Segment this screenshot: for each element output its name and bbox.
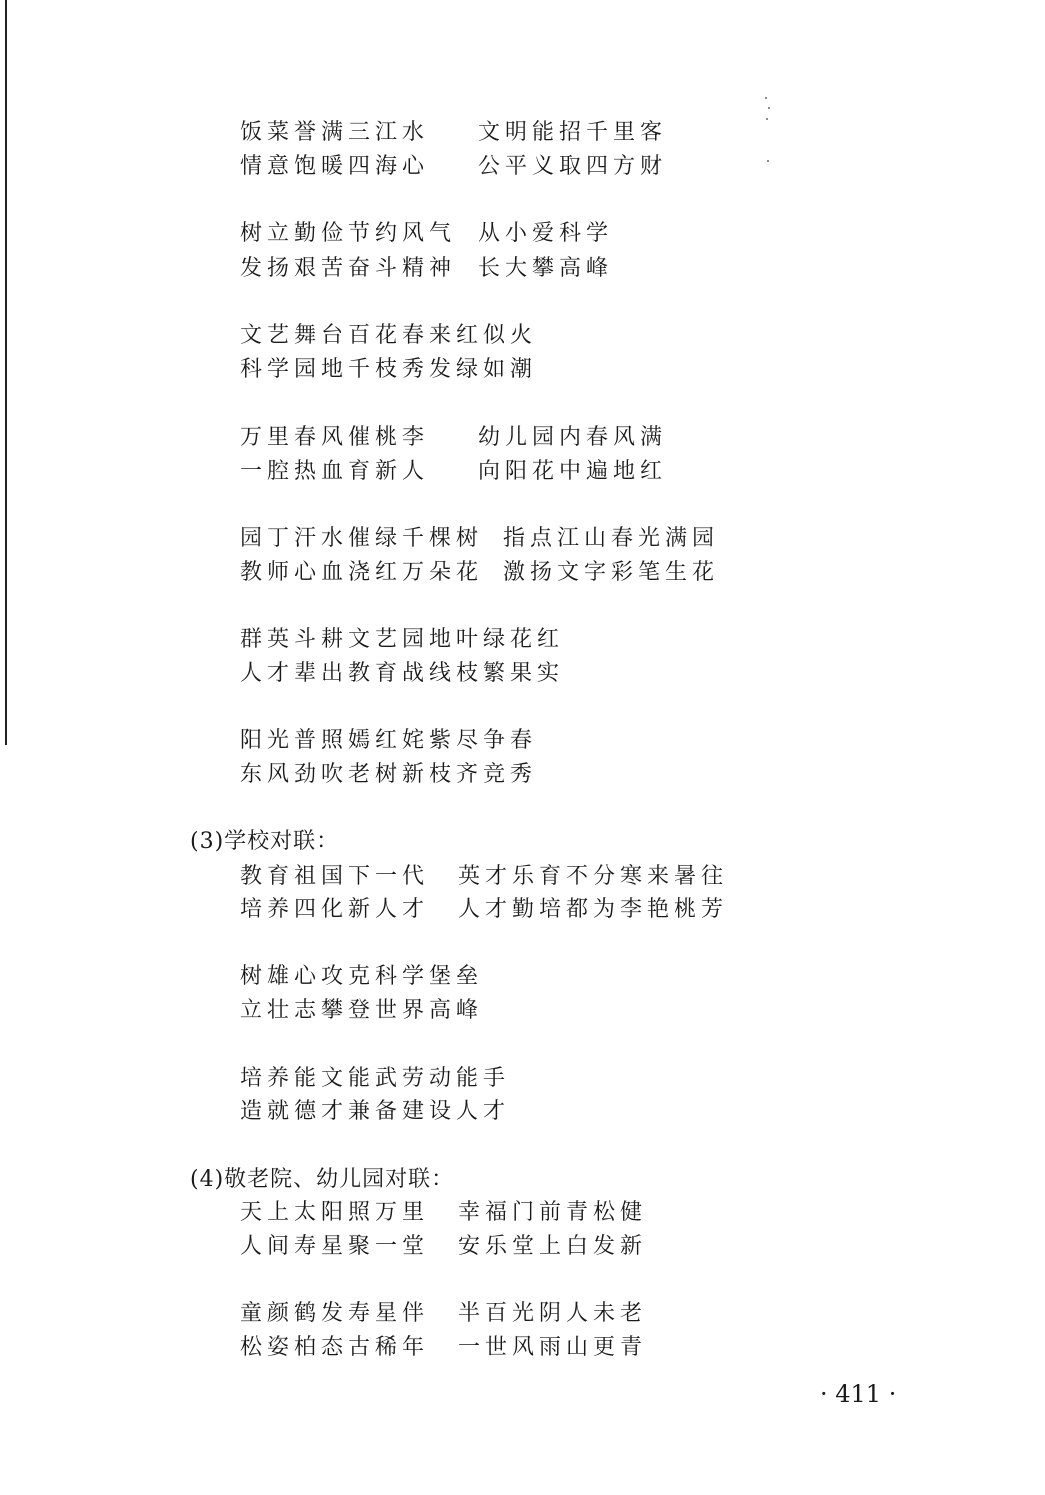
couplet-line: 文艺舞台百花春来红似火	[240, 323, 538, 348]
page-number: · 411 ·	[820, 1380, 897, 1408]
couplet-line-left: 万里春风催桃李	[240, 425, 430, 450]
couplet-line: 人才辈出教育战线枝繁果实	[240, 661, 565, 686]
couplet-line-left: 情意饱暖四海心	[240, 154, 430, 179]
couplet-line-left: 树立勤俭节约风气	[240, 221, 457, 246]
binding-edge-line	[5, 0, 7, 745]
couplet-line-right: 安乐堂上白发新	[458, 1234, 648, 1259]
couplet-line-left: 园丁汗水催绿千棵树	[240, 526, 484, 551]
couplet-line-right: 文明能招千里客	[478, 120, 668, 145]
couplet-line-right: 人才勤培都为李艳桃芳	[458, 897, 729, 922]
couplet-line: 科学园地千枝秀发绿如潮	[240, 357, 538, 382]
scan-speck	[766, 118, 768, 120]
couplet-line-left: 一腔热血育新人	[240, 459, 430, 484]
couplet-line: 树雄心攻克科学堡垒	[240, 964, 484, 989]
scan-speck	[765, 97, 767, 99]
couplet-line: 立壮志攀登世界高峰	[240, 998, 484, 1023]
couplet-line-right: 英才乐育不分寒来暑往	[458, 864, 729, 889]
couplet-line-left: 人间寿星聚一堂	[240, 1234, 430, 1259]
couplet-line-left: 天上太阳照万里	[240, 1200, 430, 1225]
couplet-line: 群英斗耕文艺园地叶绿花红	[240, 627, 565, 652]
couplet-line-right: 公平义取四方财	[478, 154, 668, 179]
couplet-line: 培养能文能武劳动能手	[240, 1066, 511, 1091]
couplet-line-right: 一世风雨山更青	[458, 1335, 648, 1360]
section-heading-elderly-kindergarten: (4)敬老院、幼儿园对联：	[190, 1167, 455, 1192]
couplet-line-left: 饭菜誉满三江水	[240, 120, 430, 145]
couplet-line-right: 幼儿园内春风满	[478, 425, 668, 450]
couplet-line: 东风劲吹老树新枝齐竞秀	[240, 762, 538, 787]
couplet-line-right: 幸福门前青松健	[458, 1200, 648, 1225]
couplet-line: 阳光普照嫣红姹紫尽争春	[240, 728, 538, 753]
scan-speck	[767, 160, 769, 162]
couplet-line-right: 半百光阴人未老	[458, 1301, 648, 1326]
couplet-line-right: 指点江山春光满园	[503, 526, 720, 551]
couplet-line-right: 长大攀高峰	[478, 256, 614, 281]
scan-speck	[768, 107, 770, 109]
couplet-line-left: 松姿柏态古稀年	[240, 1335, 430, 1360]
couplet-line-left: 培养四化新人才	[240, 897, 430, 922]
couplet-line-left: 教师心血浇红万朵花	[240, 560, 484, 585]
couplet-line-left: 发扬艰苦奋斗精神	[240, 256, 457, 281]
section-heading-school: (3)学校对联：	[190, 829, 340, 854]
couplet-line-right: 向阳花中遍地红	[478, 459, 668, 484]
couplet-line: 造就德才兼备建设人才	[240, 1099, 511, 1124]
couplet-line-left: 教育祖国下一代	[240, 864, 430, 889]
couplet-line-right: 从小爱科学	[478, 221, 614, 246]
couplet-line-left: 童颜鹤发寿星伴	[240, 1301, 430, 1326]
couplet-line-right: 激扬文字彩笔生花	[503, 560, 720, 585]
